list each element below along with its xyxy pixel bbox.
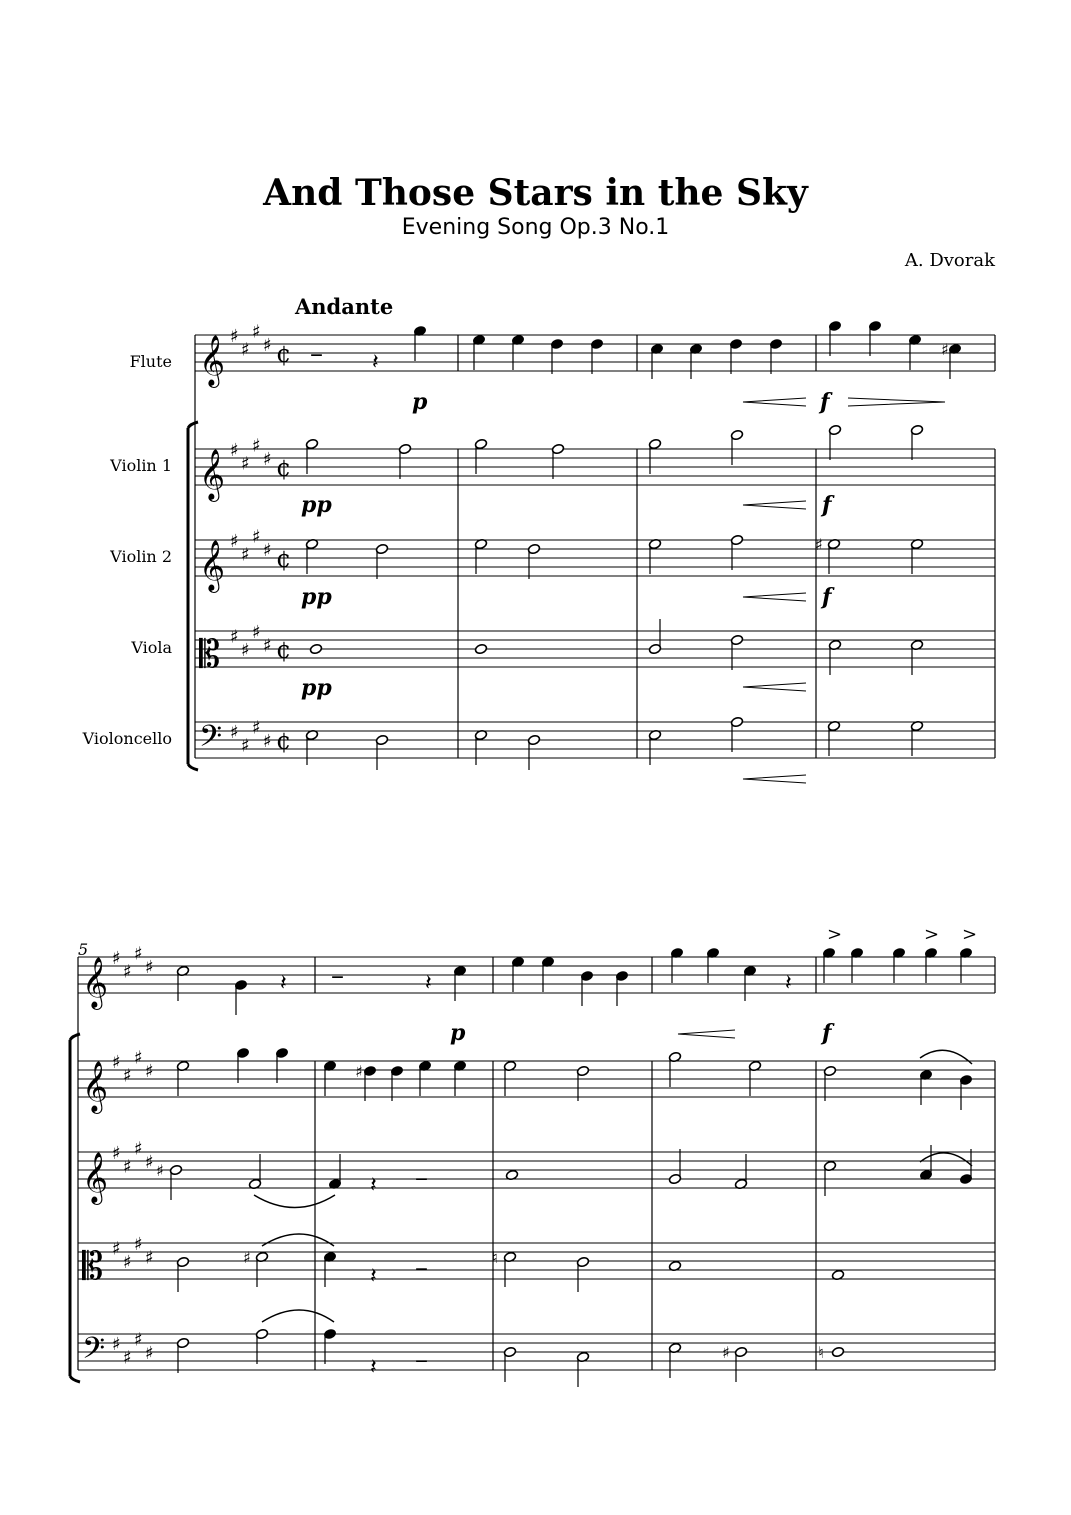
note-head — [176, 1256, 189, 1267]
key-signature-sharp: ♯ — [263, 540, 272, 561]
time-signature: ¢ — [276, 340, 292, 368]
accidental-sharp: ♯ — [815, 535, 823, 554]
accidental-natural: ♮ — [492, 1248, 498, 1267]
slur — [920, 1050, 972, 1064]
key-signature-sharp: ♯ — [123, 1347, 132, 1369]
key-signature-sharp: ♯ — [241, 735, 250, 757]
key-signature-sharp: ♯ — [241, 453, 250, 475]
note-head — [309, 643, 322, 654]
key-signature-sharp: ♯ — [241, 544, 250, 566]
quarter-rest: 𝄽 — [372, 350, 379, 375]
key-signature-sharp: ♯ — [112, 1143, 121, 1164]
note-head — [828, 424, 841, 435]
time-signature: ¢ — [276, 454, 292, 482]
instrument-label-violin1: Violin 1 — [110, 456, 172, 475]
time-signature: ¢ — [276, 545, 292, 573]
note-head — [375, 734, 388, 745]
note-head — [375, 543, 388, 554]
treble-clef: 𝄞 — [82, 957, 109, 1008]
key-signature-sharp: ♯ — [123, 961, 132, 983]
key-signature-sharp: ♯ — [134, 1234, 143, 1255]
instrument-label-violin2: Violin 2 — [110, 547, 172, 566]
note-head — [734, 1346, 747, 1357]
treble-clef: 𝄞 — [199, 449, 226, 500]
note-head — [474, 438, 487, 449]
quarter-rest: 𝄽 — [425, 971, 432, 996]
note-head — [823, 1065, 836, 1076]
note-head — [551, 443, 564, 454]
tie — [262, 1234, 334, 1246]
note-head — [730, 634, 743, 645]
treble-clef: 𝄞 — [82, 1152, 109, 1203]
tie — [262, 1310, 334, 1322]
treble-clef: 𝄞 — [82, 1061, 109, 1112]
accidental-sharp: ♯ — [722, 1343, 730, 1362]
note-head — [730, 534, 743, 545]
note-head — [169, 1164, 182, 1175]
note-head — [668, 1173, 681, 1184]
dynamic-marking: p — [412, 389, 428, 415]
instrument-label-viola: Viola — [131, 638, 172, 657]
dynamic-marking: f — [820, 389, 830, 415]
note-head — [910, 424, 923, 435]
quarter-rest: 𝄽 — [280, 971, 287, 996]
note-head — [576, 1065, 589, 1076]
key-signature-sharp: ♯ — [112, 1052, 121, 1073]
key-signature-sharp: ♯ — [252, 717, 261, 739]
note-head — [527, 543, 540, 554]
accidental-sharp: ♯ — [156, 1161, 164, 1180]
key-signature-sharp: ♯ — [145, 1247, 154, 1269]
crescendo-hairpin — [743, 593, 806, 601]
accidental-sharp: ♯ — [243, 1248, 251, 1267]
note-head — [176, 1337, 189, 1348]
key-signature-sharp: ♯ — [252, 321, 261, 343]
time-signature: ¢ — [276, 636, 292, 664]
key-signature-sharp: ♯ — [112, 1238, 121, 1260]
composer: A. Dvorak — [904, 250, 995, 271]
instrument-label-violoncello: Violoncello — [82, 729, 172, 748]
decrescendo-hairpin — [848, 398, 945, 406]
dynamic-marking: pp — [301, 584, 332, 610]
treble-clef: 𝄞 — [199, 335, 226, 386]
key-signature-sharp: ♯ — [241, 640, 250, 661]
key-signature-sharp: ♯ — [145, 1152, 154, 1173]
key-signature-sharp: ♯ — [263, 335, 272, 356]
dynamic-marking: f — [822, 1020, 832, 1046]
key-signature-sharp: ♯ — [252, 435, 261, 457]
alto-clef: 𝄡 — [82, 1244, 104, 1288]
note-head — [255, 1328, 268, 1339]
key-signature-sharp: ♯ — [112, 1334, 121, 1355]
instrument-label-flute: Flute — [129, 352, 172, 371]
key-signature-sharp: ♯ — [263, 449, 272, 470]
key-signature-sharp: ♯ — [230, 326, 239, 347]
crescendo-hairpin — [743, 398, 806, 406]
accidental-sharp: ♯ — [355, 1062, 363, 1081]
accent-mark: > — [962, 924, 978, 945]
half-rest: – — [415, 1253, 428, 1283]
crescendo-hairpin — [743, 775, 806, 783]
key-signature-sharp: ♯ — [123, 1252, 132, 1273]
half-rest: – — [415, 1345, 428, 1375]
time-signature: ¢ — [276, 727, 292, 755]
dynamic-marking: pp — [301, 492, 332, 518]
key-signature-sharp: ♯ — [230, 440, 239, 461]
key-signature-sharp: ♯ — [263, 635, 272, 657]
treble-clef: 𝄞 — [199, 540, 226, 591]
accent-mark: > — [924, 924, 940, 945]
key-signature-sharp: ♯ — [241, 339, 250, 361]
alto-clef: 𝄡 — [199, 632, 221, 676]
note-head — [474, 643, 487, 654]
note-head — [503, 1346, 516, 1357]
key-signature-sharp: ♯ — [230, 531, 239, 552]
dynamic-marking: f — [822, 584, 832, 610]
note-head — [648, 643, 661, 654]
key-signature-sharp: ♯ — [230, 722, 239, 743]
score-subtitle: Evening Song Op.3 No.1 — [401, 215, 670, 240]
string-bracket — [188, 422, 198, 770]
tie — [254, 1195, 335, 1208]
score-title: And Those Stars in the Sky — [263, 172, 808, 214]
measure-number: 5 — [78, 940, 89, 959]
tempo-marking: Andante — [295, 294, 394, 319]
dynamic-marking: p — [450, 1020, 466, 1046]
bass-clef: 𝄢 — [199, 720, 223, 761]
dynamic-marking: f — [822, 492, 832, 518]
quarter-rest: 𝄽 — [785, 971, 792, 996]
note-head — [648, 438, 661, 449]
accent-mark: > — [827, 924, 843, 945]
crescendo-hairpin — [743, 501, 806, 509]
half-rest: – — [331, 961, 344, 991]
key-signature-sharp: ♯ — [134, 1047, 143, 1069]
note-head — [730, 429, 743, 440]
half-rest: – — [310, 339, 323, 369]
key-signature-sharp: ♯ — [252, 622, 261, 643]
bass-clef: 𝄢 — [82, 1332, 106, 1373]
key-signature-sharp: ♯ — [112, 948, 121, 969]
crescendo-hairpin — [678, 1030, 735, 1038]
key-signature-sharp: ♯ — [230, 626, 239, 648]
crescendo-hairpin — [743, 683, 806, 691]
quarter-rest: 𝄽 — [370, 1355, 377, 1380]
note-head — [730, 716, 743, 727]
note-head — [305, 438, 318, 449]
slur — [920, 1153, 972, 1166]
key-signature-sharp: ♯ — [134, 1138, 143, 1160]
note-head — [576, 1256, 589, 1267]
key-signature-sharp: ♯ — [123, 1065, 132, 1087]
key-signature-sharp: ♯ — [263, 731, 272, 752]
key-signature-sharp: ♯ — [145, 1343, 154, 1364]
note-head — [831, 1346, 844, 1357]
key-signature-sharp: ♯ — [134, 943, 143, 965]
key-signature-sharp: ♯ — [123, 1156, 132, 1178]
accidental-natural: ♮ — [818, 1343, 824, 1362]
accidental-sharp: ♯ — [941, 340, 949, 359]
key-signature-sharp: ♯ — [145, 957, 154, 978]
note-head — [527, 734, 540, 745]
key-signature-sharp: ♯ — [252, 526, 261, 548]
key-signature-sharp: ♯ — [134, 1329, 143, 1351]
dynamic-marking: pp — [301, 675, 332, 701]
quarter-rest: 𝄽 — [370, 1264, 377, 1289]
note-head — [398, 443, 411, 454]
half-rest: – — [415, 1163, 428, 1193]
quarter-rest: 𝄽 — [370, 1173, 377, 1198]
key-signature-sharp: ♯ — [145, 1061, 154, 1082]
